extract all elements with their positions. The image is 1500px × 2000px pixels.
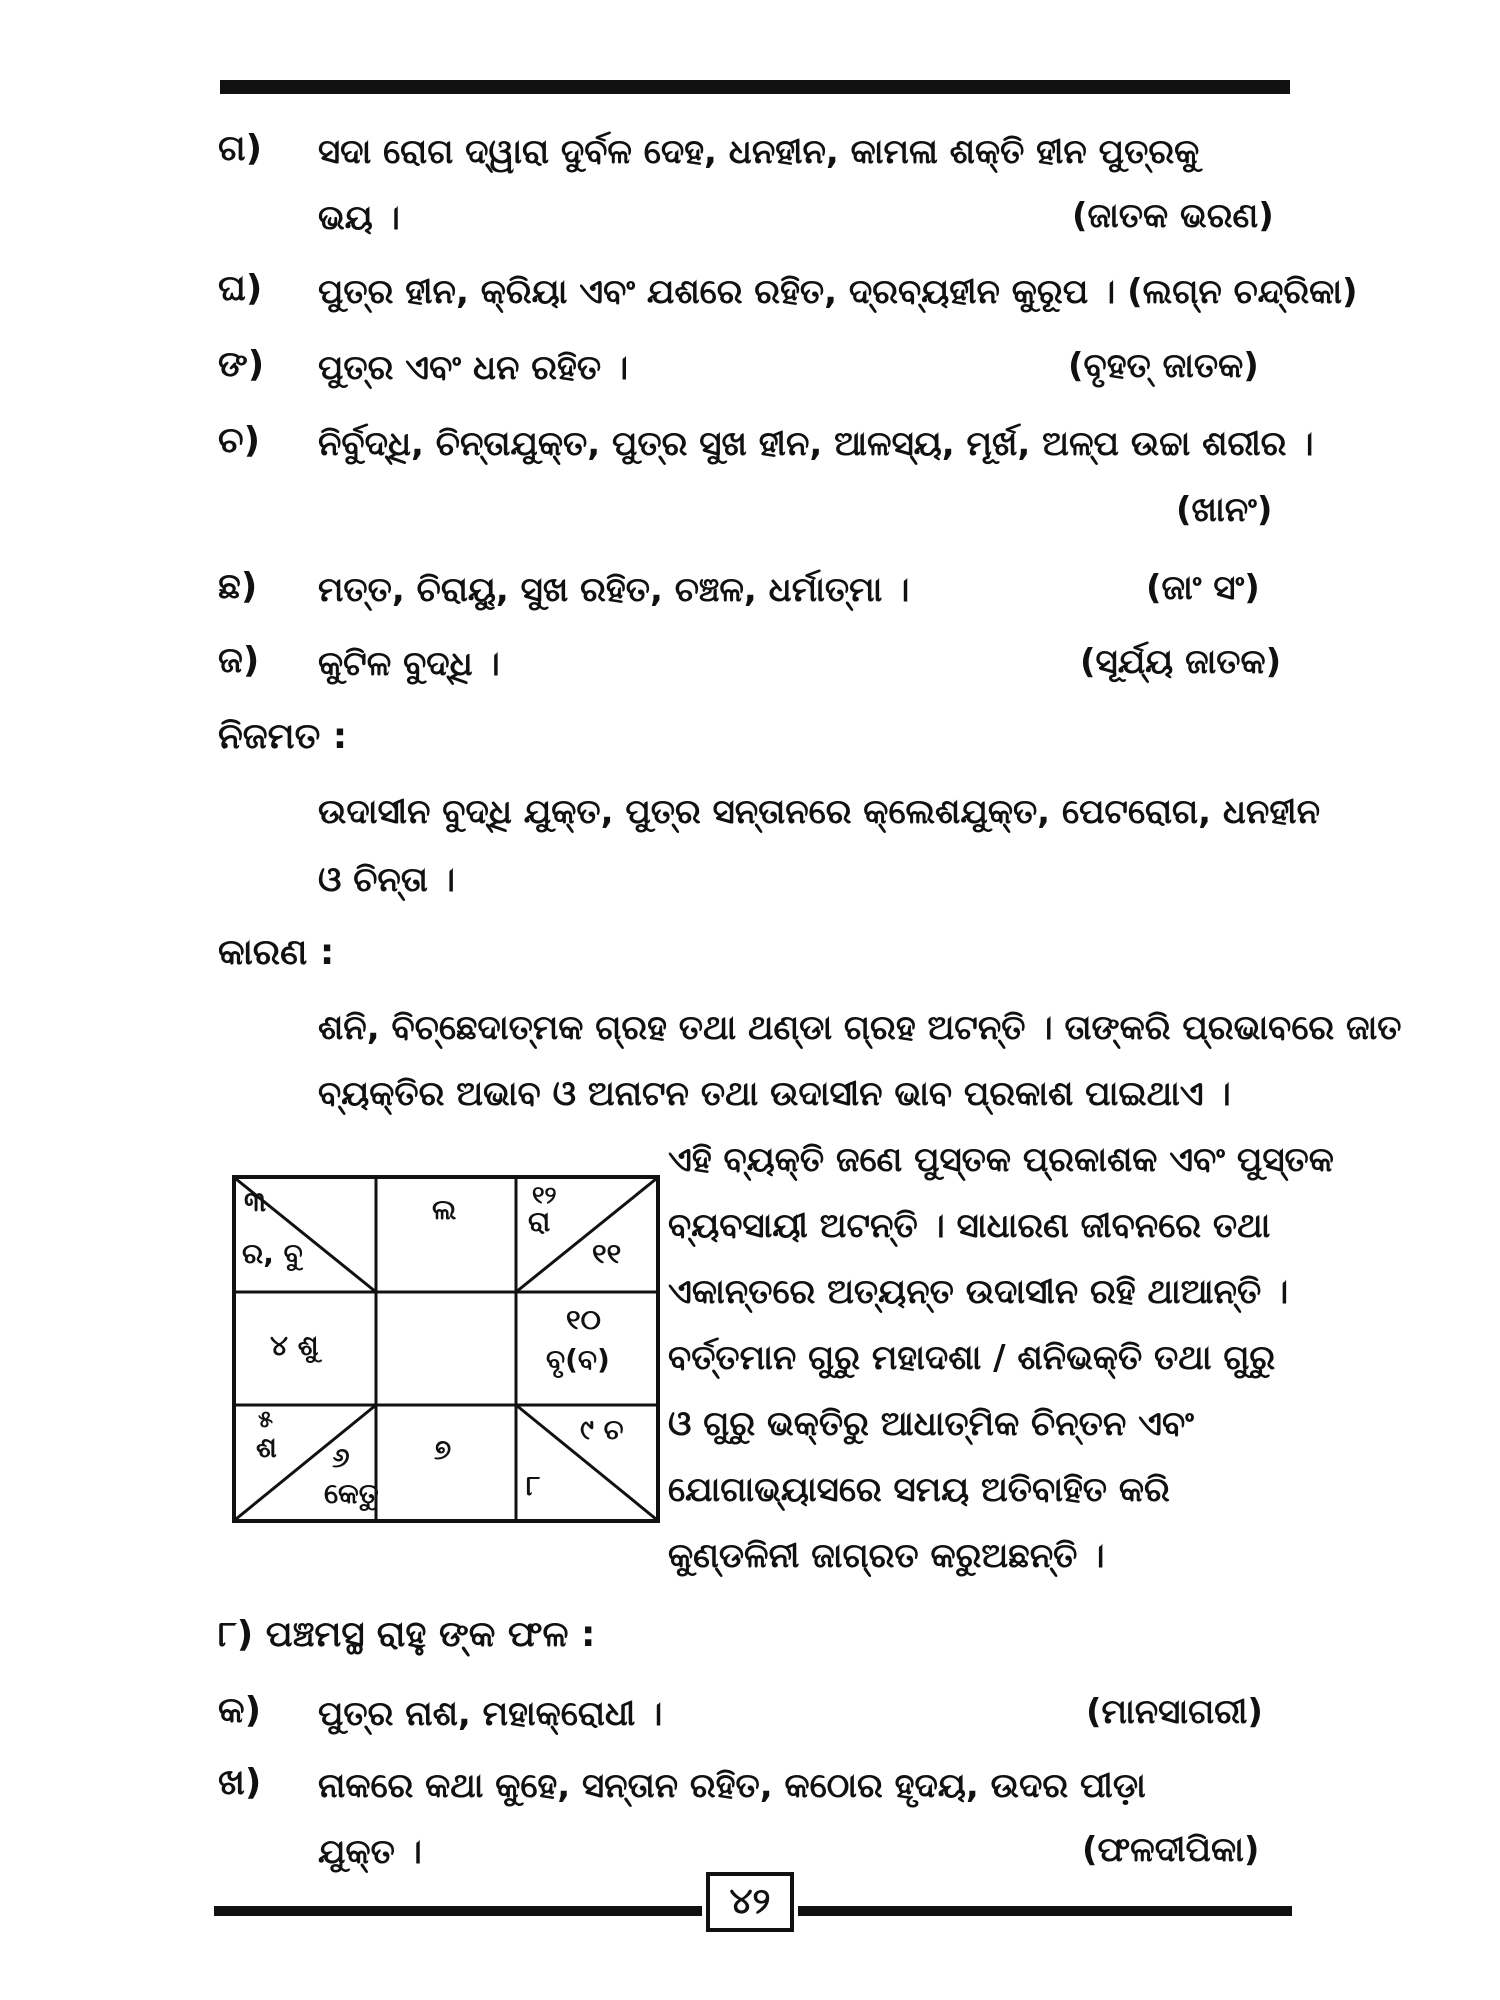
item-source-cha: (ଜାଂ ସଂ): [1146, 568, 1260, 608]
case-line-5: ଓ ଗୁରୁ ଭକ୍ତିରୁ ଆଧାତ୍ମିକ ଚିନ୍ତନ ଏବଂ: [668, 1404, 1194, 1444]
chart-top-lagna: ଲ: [432, 1193, 457, 1226]
karana-line-1: ଶନି, ବିଚ୍ଛେଦାତ୍ମକ ଗ୍ରହ ତଥା ଥଣ୍ଡା ଗ୍ରହ ଅଟନ୍ତି । ତାଙ୍କରି ପ୍ରଭାବରେ ଜାତ: [318, 1008, 1402, 1048]
chart-mid-left: ୪ ଶୁ: [270, 1329, 319, 1362]
chart-mid-right-num: ୧୦: [566, 1303, 601, 1336]
page-number: ୪୨: [706, 1872, 794, 1932]
item-label-ka: କ): [218, 1690, 262, 1731]
case-line-4: ବର୍ତ୍ତମାନ ଗୁରୁ ମହାଦଶା / ଶନିଭକ୍ତି ତଥା ଗୁରୁ: [668, 1338, 1276, 1378]
item-source-ja: (ସୂର୍ଯ୍ୟ ଜାତକ): [1080, 642, 1282, 682]
footer-rule-right: [798, 1906, 1292, 1916]
item-label-gha: ଘ): [218, 268, 263, 309]
item-text-nga-1: ପୁତ୍ର ଏବଂ ଧନ ରହିତ ।: [318, 348, 629, 388]
item-label-ja: ଜ): [218, 640, 260, 681]
item-label-ca: ଚ): [218, 420, 261, 461]
item-source-kha: (ଫଳଦୀପିକା): [1082, 1830, 1260, 1870]
item-label-cha: ଛ): [218, 566, 258, 607]
top-rule: [220, 80, 1290, 94]
chart-tr-num: ୧୨: [532, 1181, 557, 1209]
item-text-cha-1: ମତ୍ତ, ଚିରାୟୁ, ସୁଖ ରହିତ, ଚଞ୍ଚଳ, ଧର୍ମାତ୍ମା ।: [318, 570, 910, 610]
footer-rule-left: [214, 1906, 702, 1916]
item-text-ka-1: ପୁତ୍ର ନାଶ, ମହାକ୍ରୋଧୀ ।: [318, 1694, 663, 1734]
horoscope-chart: [232, 1175, 660, 1523]
case-line-6: ଯୋଗାଭ୍ୟାସରେ ସମୟ ଅତିବାହିତ କରି: [668, 1470, 1170, 1510]
chart-bl-planet: ଶ: [256, 1431, 277, 1464]
chart-br-num: ୯ ଚ: [580, 1413, 624, 1446]
case-line-3: ଏକାନ୍ତରେ ଅତ୍ୟନ୍ତ ଉଦାସୀନ ରହି ଥାଆନ୍ତି ।: [668, 1272, 1289, 1312]
item-label-nga: ଙ): [218, 344, 265, 385]
item-text-kha-1: ନାକରେ କଥା କୁହେ, ସନ୍ତାନ ରହିତ, କଠୋର ହୃଦୟ, ଉଦର ପୀଡ଼ା: [318, 1766, 1146, 1806]
item-text-ca-1: ନିର୍ବୁଦ୍ଧି, ଚିନ୍ତାଯୁକ୍ତ, ପୁତ୍ର ସୁଖ ହୀନ, ଆଳସ୍ୟ, ମୂର୍ଖ, ଅଳ୍ପ ଉଚ୍ଚା ଶରୀର ।: [318, 424, 1314, 464]
item-source-nga: (ବୃହତ୍ ଜାତକ): [1068, 346, 1259, 386]
item-text-ga-1: ସଦା ରୋଗ ଦ୍ୱାରା ଦୁର୍ବଳ ଦେହ, ଧନହୀନ, କାମଳା ଶକ୍ତି ହୀନ ପୁତ୍ରକୁ: [318, 132, 1200, 172]
item-source-ca: (ଖାନଂ): [1176, 490, 1273, 530]
chart-bl-num2: ୬: [332, 1441, 350, 1474]
item-label-ga: ଗ): [218, 128, 263, 169]
section8-heading: ୮) ପଞ୍ଚମସ୍ଥ ରାହୁ ଙ୍କ ଫଳ :: [218, 1614, 596, 1655]
item-label-kha: ଖ): [218, 1762, 262, 1803]
chart-bot-mid: ୭: [434, 1433, 452, 1466]
chart-bl-planet2: କେତୁ: [324, 1477, 379, 1510]
item-text-ga-2: ଭୟ ।: [318, 198, 400, 238]
chart-bl-num: ୫: [258, 1405, 273, 1433]
item-text-gha-1: ପୁତ୍ର ହୀନ, କ୍ରିୟା ଏବଂ ଯଶରେ ରହିତ, ଦ୍ରବ୍ୟହୀନ କୁରୂପ । (ଲଗ୍ନ ଚନ୍ଦ୍ରିକା): [318, 272, 1358, 312]
nijamata-heading: ନିଜମତ :: [218, 716, 348, 757]
case-line-7: କୁଣ୍ଡଳିନୀ ଜାଗ୍ରତ କରୁଅଛନ୍ତି ।: [668, 1536, 1105, 1576]
case-line-1: ଏହି ବ୍ୟକ୍ତି ଜଣେ ପୁସ୍ତକ ପ୍ରକାଶକ ଏବଂ ପୁସ୍ତକ: [668, 1140, 1334, 1180]
item-text-ja-1: କୁଟିଳ ବୁଦ୍ଧି ।: [318, 644, 500, 684]
chart-tl-num: ୩: [244, 1185, 267, 1218]
nijamata-line-2: ଓ ଚିନ୍ତା ।: [318, 860, 456, 900]
chart-mid-right-planet: ବୃ(ବ): [546, 1343, 610, 1376]
item-source-ga: (ଜାତକ ଭରଣ): [1072, 196, 1274, 236]
karana-heading: କାରଣ :: [218, 932, 335, 973]
item-text-kha-2: ଯୁକ୍ତ ।: [318, 1832, 422, 1872]
item-source-ka: (ମାନସାଗରୀ): [1086, 1692, 1263, 1732]
chart-br-num2: ୮: [526, 1469, 541, 1502]
nijamata-line-1: ଉଦାସୀନ ବୁଦ୍ଧି ଯୁକ୍ତ, ପୁତ୍ର ସନ୍ତାନରେ କ୍ଲେଶଯୁକ୍ତ, ପେଟରୋଗ, ଧନହୀନ: [318, 792, 1321, 832]
chart-tl-planets: ର, ବୁ: [242, 1237, 303, 1270]
karana-line-2: ବ୍ୟକ୍ତିର ଅଭାବ ଓ ଅନାଟନ ତଥା ଉଦାସୀନ ଭାବ ପ୍ରକାଶ ପାଇଥାଏ ।: [318, 1074, 1231, 1114]
chart-tr-num2: ୧୧: [592, 1237, 622, 1270]
case-line-2: ବ୍ୟବସାୟୀ ଅଟନ୍ତି । ସାଧାରଣ ଜୀବନରେ ତଥା: [668, 1206, 1271, 1246]
chart-tr-planet: ରା: [528, 1205, 551, 1238]
